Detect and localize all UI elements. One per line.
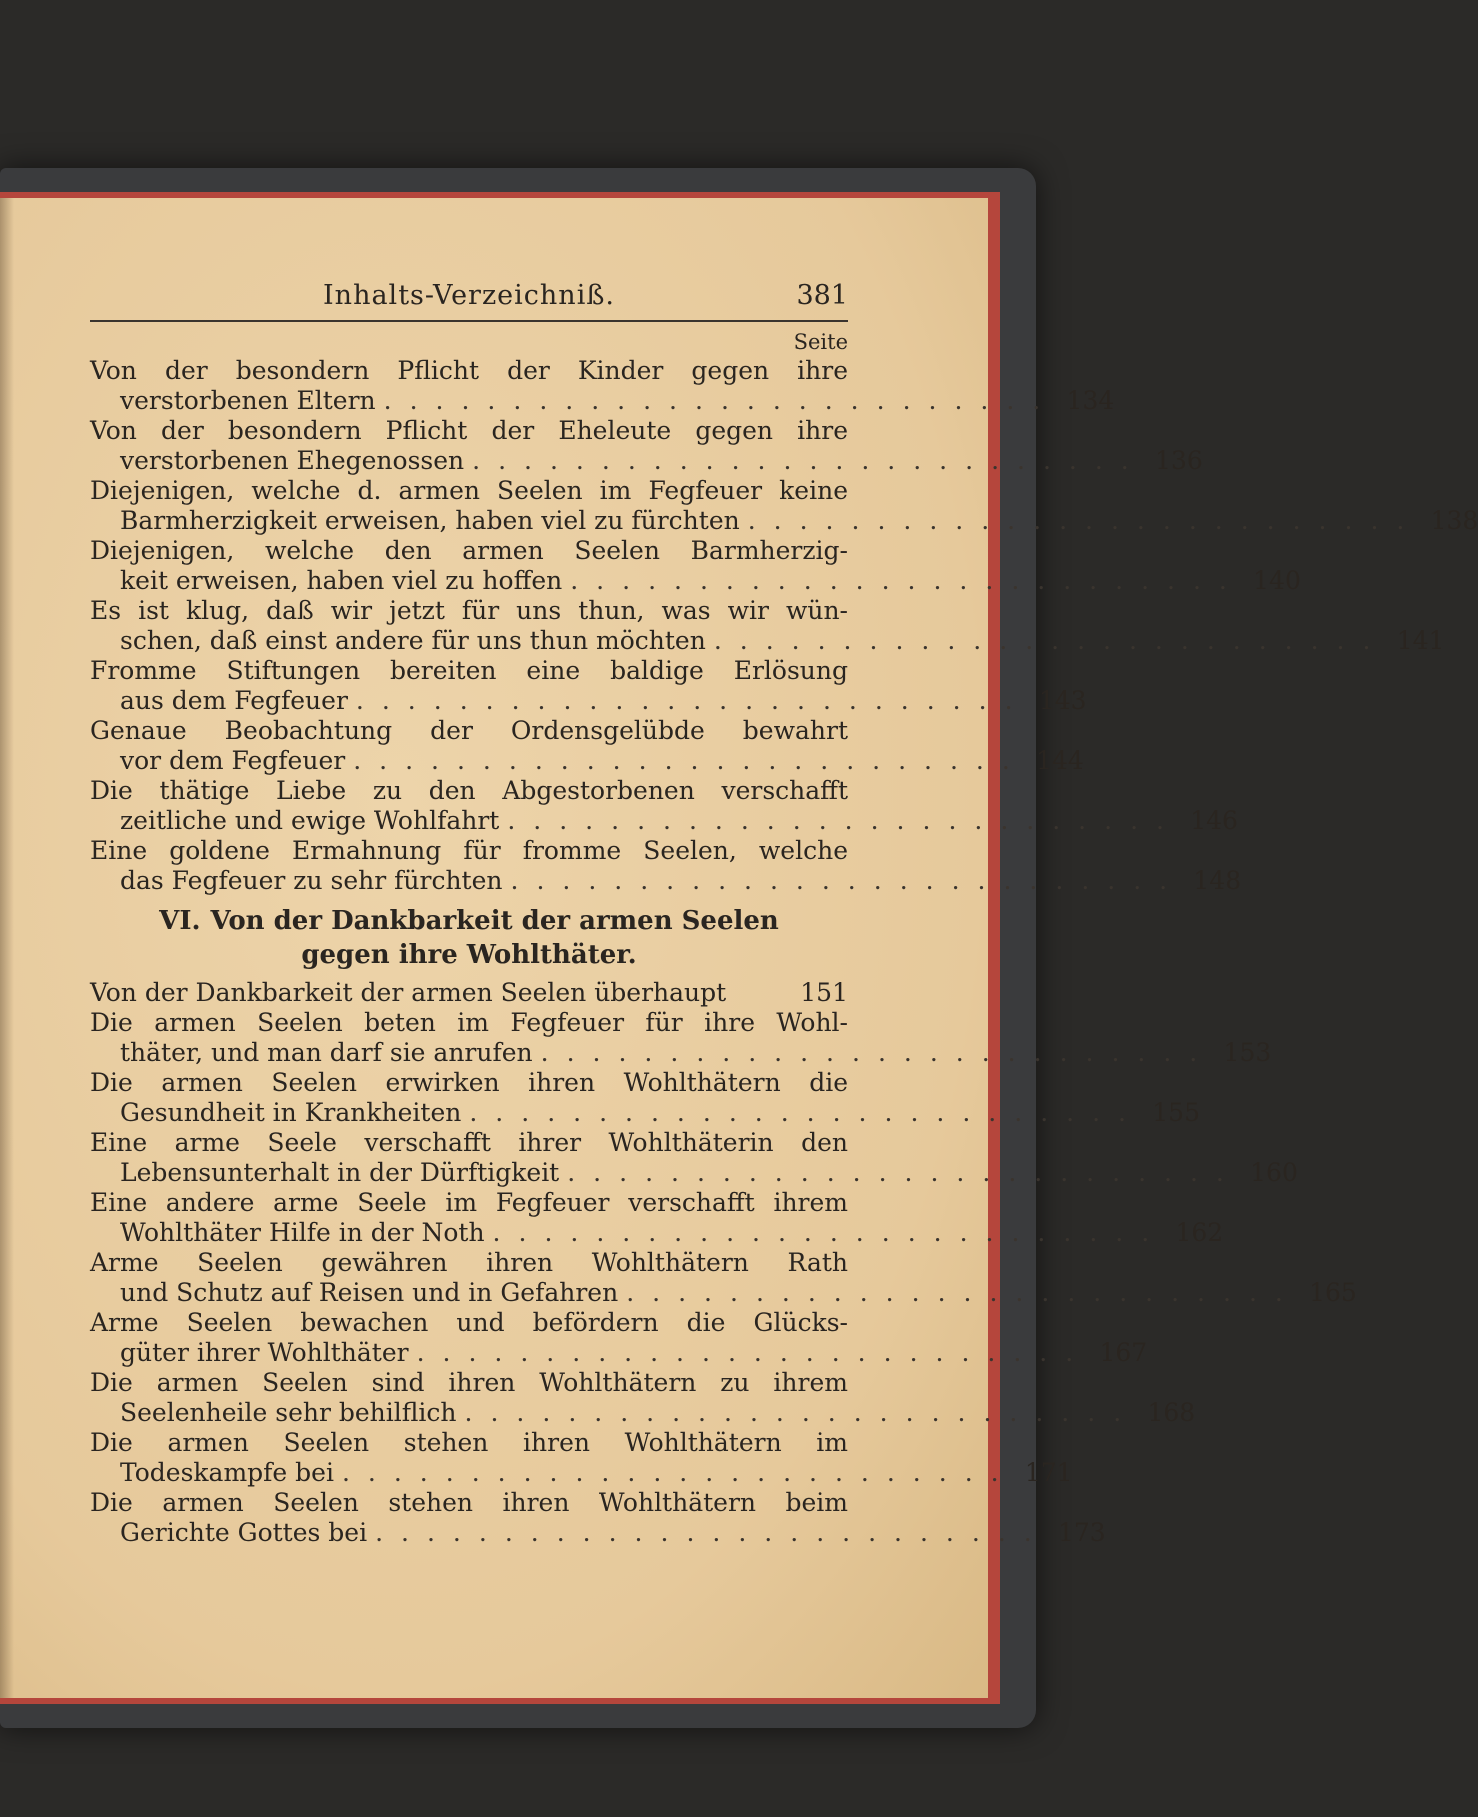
- toc-entry-page: 144: [1036, 746, 1084, 775]
- dot-leader: ..........................: [492, 1218, 1168, 1247]
- toc-entry[interactable]: [90, 596, 1445, 656]
- dot-leader: ..........................: [464, 1398, 1140, 1427]
- toc-entry-line1: Die armen Seelen sind ihren Wohlthätern zu ihrem: [90, 1368, 848, 1397]
- toc-entry-text: Lebensunterhalt in der Dürftigkeit: [120, 1158, 560, 1187]
- toc-entry-line2: [90, 1098, 1200, 1128]
- toc-entry-line1: Die armen Seelen beten im Fegfeuer für ihre Wohl-: [90, 1008, 848, 1037]
- toc-entry-page: 151: [800, 978, 848, 1007]
- toc-entry-page: 140: [1253, 566, 1301, 595]
- toc-entry-line1: Die thätige Liebe zu den Abgestorbenen verschafft: [90, 776, 848, 805]
- toc-entry-page: 153: [1223, 1038, 1272, 1067]
- toc-entry-page: 173: [1058, 1518, 1106, 1547]
- dot-leader: ..........................: [375, 1518, 1050, 1547]
- toc-entry-line1: Fromme Stiftungen bereiten eine baldige Erlösung: [90, 656, 848, 685]
- dot-leader: ..........................: [510, 866, 1186, 895]
- toc-entry-line2: [90, 1158, 1298, 1188]
- toc-entry-text: Wohlthäter Hilfe in der Noth: [120, 1218, 485, 1247]
- toc-entry-line1: Genaue Beobachtung der Ordensgelübde bewahrt: [90, 716, 848, 745]
- toc-entry-line1: Die armen Seelen erwirken ihren Wohlthätern die: [90, 1068, 848, 1097]
- toc-entry[interactable]: [90, 1068, 1200, 1128]
- toc-entry-page: 146: [1190, 806, 1238, 835]
- toc-entry-text: verstorbenen Ehegenossen: [120, 446, 465, 475]
- toc-entry[interactable]: [90, 656, 1087, 716]
- toc-entry-line: [90, 978, 848, 1008]
- page-title: Inhalts-Verzeichniß.: [323, 280, 615, 311]
- toc-entry-line1: Arme Seelen gewähren ihren Wohlthätern Rath: [90, 1248, 848, 1277]
- book-page: [0, 198, 1478, 1698]
- toc-entry-line2: [90, 1218, 1224, 1248]
- toc-entry-text: Gerichte Gottes bei: [120, 1518, 368, 1547]
- toc-entry[interactable]: [90, 1128, 1298, 1188]
- toc-entry-text: aus dem Fegfeuer: [120, 686, 348, 715]
- dot-leader: ..........................: [383, 386, 1059, 415]
- toc-entry[interactable]: [90, 1248, 1357, 1308]
- toc-entry-line2: [90, 686, 1087, 716]
- dot-leader: ..........................: [469, 1098, 1144, 1127]
- toc-entry-text: und Schutz auf Reisen und in Gefahren: [120, 1278, 619, 1307]
- dot-leader: ..........................: [747, 506, 1423, 535]
- dot-leader: ..........................: [570, 566, 1245, 595]
- toc-entry[interactable]: [90, 716, 1084, 776]
- toc-entry-line2: [90, 1038, 1272, 1068]
- toc-entry-text: güter ihrer Wohlthäter: [120, 1338, 409, 1367]
- section-number: VI.: [159, 906, 201, 936]
- toc-entry[interactable]: [90, 1428, 1073, 1488]
- toc-entry-page: 141: [1396, 626, 1445, 655]
- toc-entry-page: 134: [1066, 386, 1115, 415]
- toc-entry[interactable]: [90, 1368, 1196, 1428]
- page-column-label: Seite: [793, 330, 848, 354]
- toc-entry-line2: [90, 566, 1301, 596]
- toc-entry-page: 138: [1430, 506, 1478, 535]
- section-heading: [90, 904, 848, 972]
- toc-entry-text: verstorbenen Eltern: [120, 386, 376, 415]
- toc-entry-text: Seelenheile sehr behilflich: [120, 1398, 457, 1427]
- toc-entry-line1: Die armen Seelen stehen ihren Wohlthätern beim: [90, 1488, 848, 1517]
- running-head: [90, 278, 848, 322]
- toc-entry-text: keit erweisen, haben viel zu hoffen: [120, 566, 563, 595]
- toc-entry-page: 155: [1152, 1098, 1200, 1127]
- toc-entry-page: 160: [1250, 1158, 1298, 1187]
- dot-leader: ..........................: [540, 1038, 1216, 1067]
- toc-entry-line2: [90, 506, 1478, 536]
- toc-list: [90, 356, 1478, 1548]
- toc-group-after: [90, 1008, 1357, 1548]
- toc-entry[interactable]: [90, 1488, 1106, 1548]
- section-title-line2: gegen ihre Wohlthäter.: [301, 940, 637, 970]
- toc-entry-line2: [90, 386, 1115, 416]
- toc-entry-line1: Eine goldene Ermahnung für fromme Seelen, welche: [90, 836, 848, 865]
- toc-entry-page: 165: [1309, 1278, 1357, 1307]
- toc-entry-line1: Von der besondern Pflicht der Kinder gegen ihre: [90, 356, 848, 385]
- toc-entry-line2: [90, 626, 1445, 656]
- toc-entry-page: 136: [1155, 446, 1203, 475]
- toc-entry-line2: [90, 866, 1242, 896]
- toc-entry-line1: Arme Seelen bewachen und befördern die Glücks-: [90, 1308, 848, 1337]
- toc-entry-page: 168: [1147, 1398, 1196, 1427]
- toc-entry-text: vor dem Fegfeuer: [120, 746, 346, 775]
- dot-leader: ..........................: [416, 1338, 1092, 1367]
- toc-entry-text: Gesundheit in Krankheiten: [120, 1098, 462, 1127]
- dot-leader: ..........................: [353, 746, 1028, 775]
- toc-entry-page: 162: [1175, 1218, 1224, 1247]
- toc-entry-line2: [90, 1398, 1196, 1428]
- page-number: 381: [796, 280, 848, 311]
- toc-group-before: [90, 356, 1478, 896]
- toc-entry-line1: Von der besondern Pflicht der Eheleute gegen ihre: [90, 416, 848, 445]
- toc-entry-line1: Diejenigen, welche den armen Seelen Barmherzig-: [90, 536, 848, 565]
- toc-entry[interactable]: [90, 776, 1238, 836]
- toc-entry-line1: Eine arme Seele verschafft ihrer Wohlthäterin den: [90, 1128, 848, 1157]
- toc-entry-text: das Fegfeuer zu sehr fürchten: [120, 866, 503, 895]
- toc-entry-line2: [90, 806, 1238, 836]
- section-title-line1: Von der Dankbarkeit der armen Seelen: [210, 906, 779, 936]
- toc-entry-line2: [90, 446, 1203, 476]
- dot-leader: ..........................: [355, 686, 1031, 715]
- toc-entry-line1: Es ist klug, daß wir jetzt für uns thun, was wir wün-: [90, 596, 848, 625]
- toc-entry[interactable]: [90, 416, 1203, 476]
- toc-entry[interactable]: [90, 536, 1301, 596]
- toc-entry-text: zeitliche und ewige Wohlfahrt: [120, 806, 500, 835]
- toc-entry[interactable]: [90, 1308, 1148, 1368]
- dot-leader: ..........................: [626, 1278, 1301, 1307]
- toc-entry-line2: [90, 1338, 1148, 1368]
- toc-entry-line2: [90, 1278, 1357, 1308]
- toc-entry[interactable]: [90, 978, 848, 1008]
- toc-entry-page: 143: [1038, 686, 1087, 715]
- toc-entry-page: 148: [1193, 866, 1242, 895]
- toc-entry-line1: Eine andere arme Seele im Fegfeuer verschafft ihrem: [90, 1188, 848, 1217]
- toc-entry-text: Von der Dankbarkeit der armen Seelen überhaupt: [90, 978, 727, 1007]
- toc-entry[interactable]: [90, 1188, 1224, 1248]
- toc-entry-line2: [90, 746, 1084, 776]
- toc-entry-line2: [90, 1458, 1073, 1488]
- toc-entry[interactable]: [90, 476, 1478, 536]
- page-gutter-shadow: [0, 198, 14, 1698]
- toc-entry-text: Barmherzigkeit erweisen, haben viel zu fürchten: [120, 506, 740, 535]
- toc-entry-line1: Die armen Seelen stehen ihren Wohlthätern im: [90, 1428, 848, 1457]
- toc-entry[interactable]: [90, 356, 1115, 416]
- dot-leader: ..........................: [341, 1458, 1017, 1487]
- toc-entry-page: 171: [1024, 1458, 1073, 1487]
- toc-entry[interactable]: [90, 1008, 1272, 1068]
- dot-leader: ..........................: [567, 1158, 1242, 1187]
- toc-entry[interactable]: [90, 836, 1242, 896]
- toc-entry-text: schen, daß einst andere für uns thun möchten: [120, 626, 706, 655]
- dot-leader: ..........................: [713, 626, 1389, 655]
- dot-leader: ..........................: [472, 446, 1147, 475]
- dot-leader: ..........................: [507, 806, 1182, 835]
- toc-entry-line1: Diejenigen, welche d. armen Seelen im Fegfeuer keine: [90, 476, 848, 505]
- toc-entry-line2: [90, 1518, 1106, 1548]
- toc-entry-page: 167: [1099, 1338, 1148, 1367]
- toc-entry-text: thäter, und man darf sie anrufen: [120, 1038, 533, 1067]
- toc-entry-text: Todeskampfe bei: [120, 1458, 334, 1487]
